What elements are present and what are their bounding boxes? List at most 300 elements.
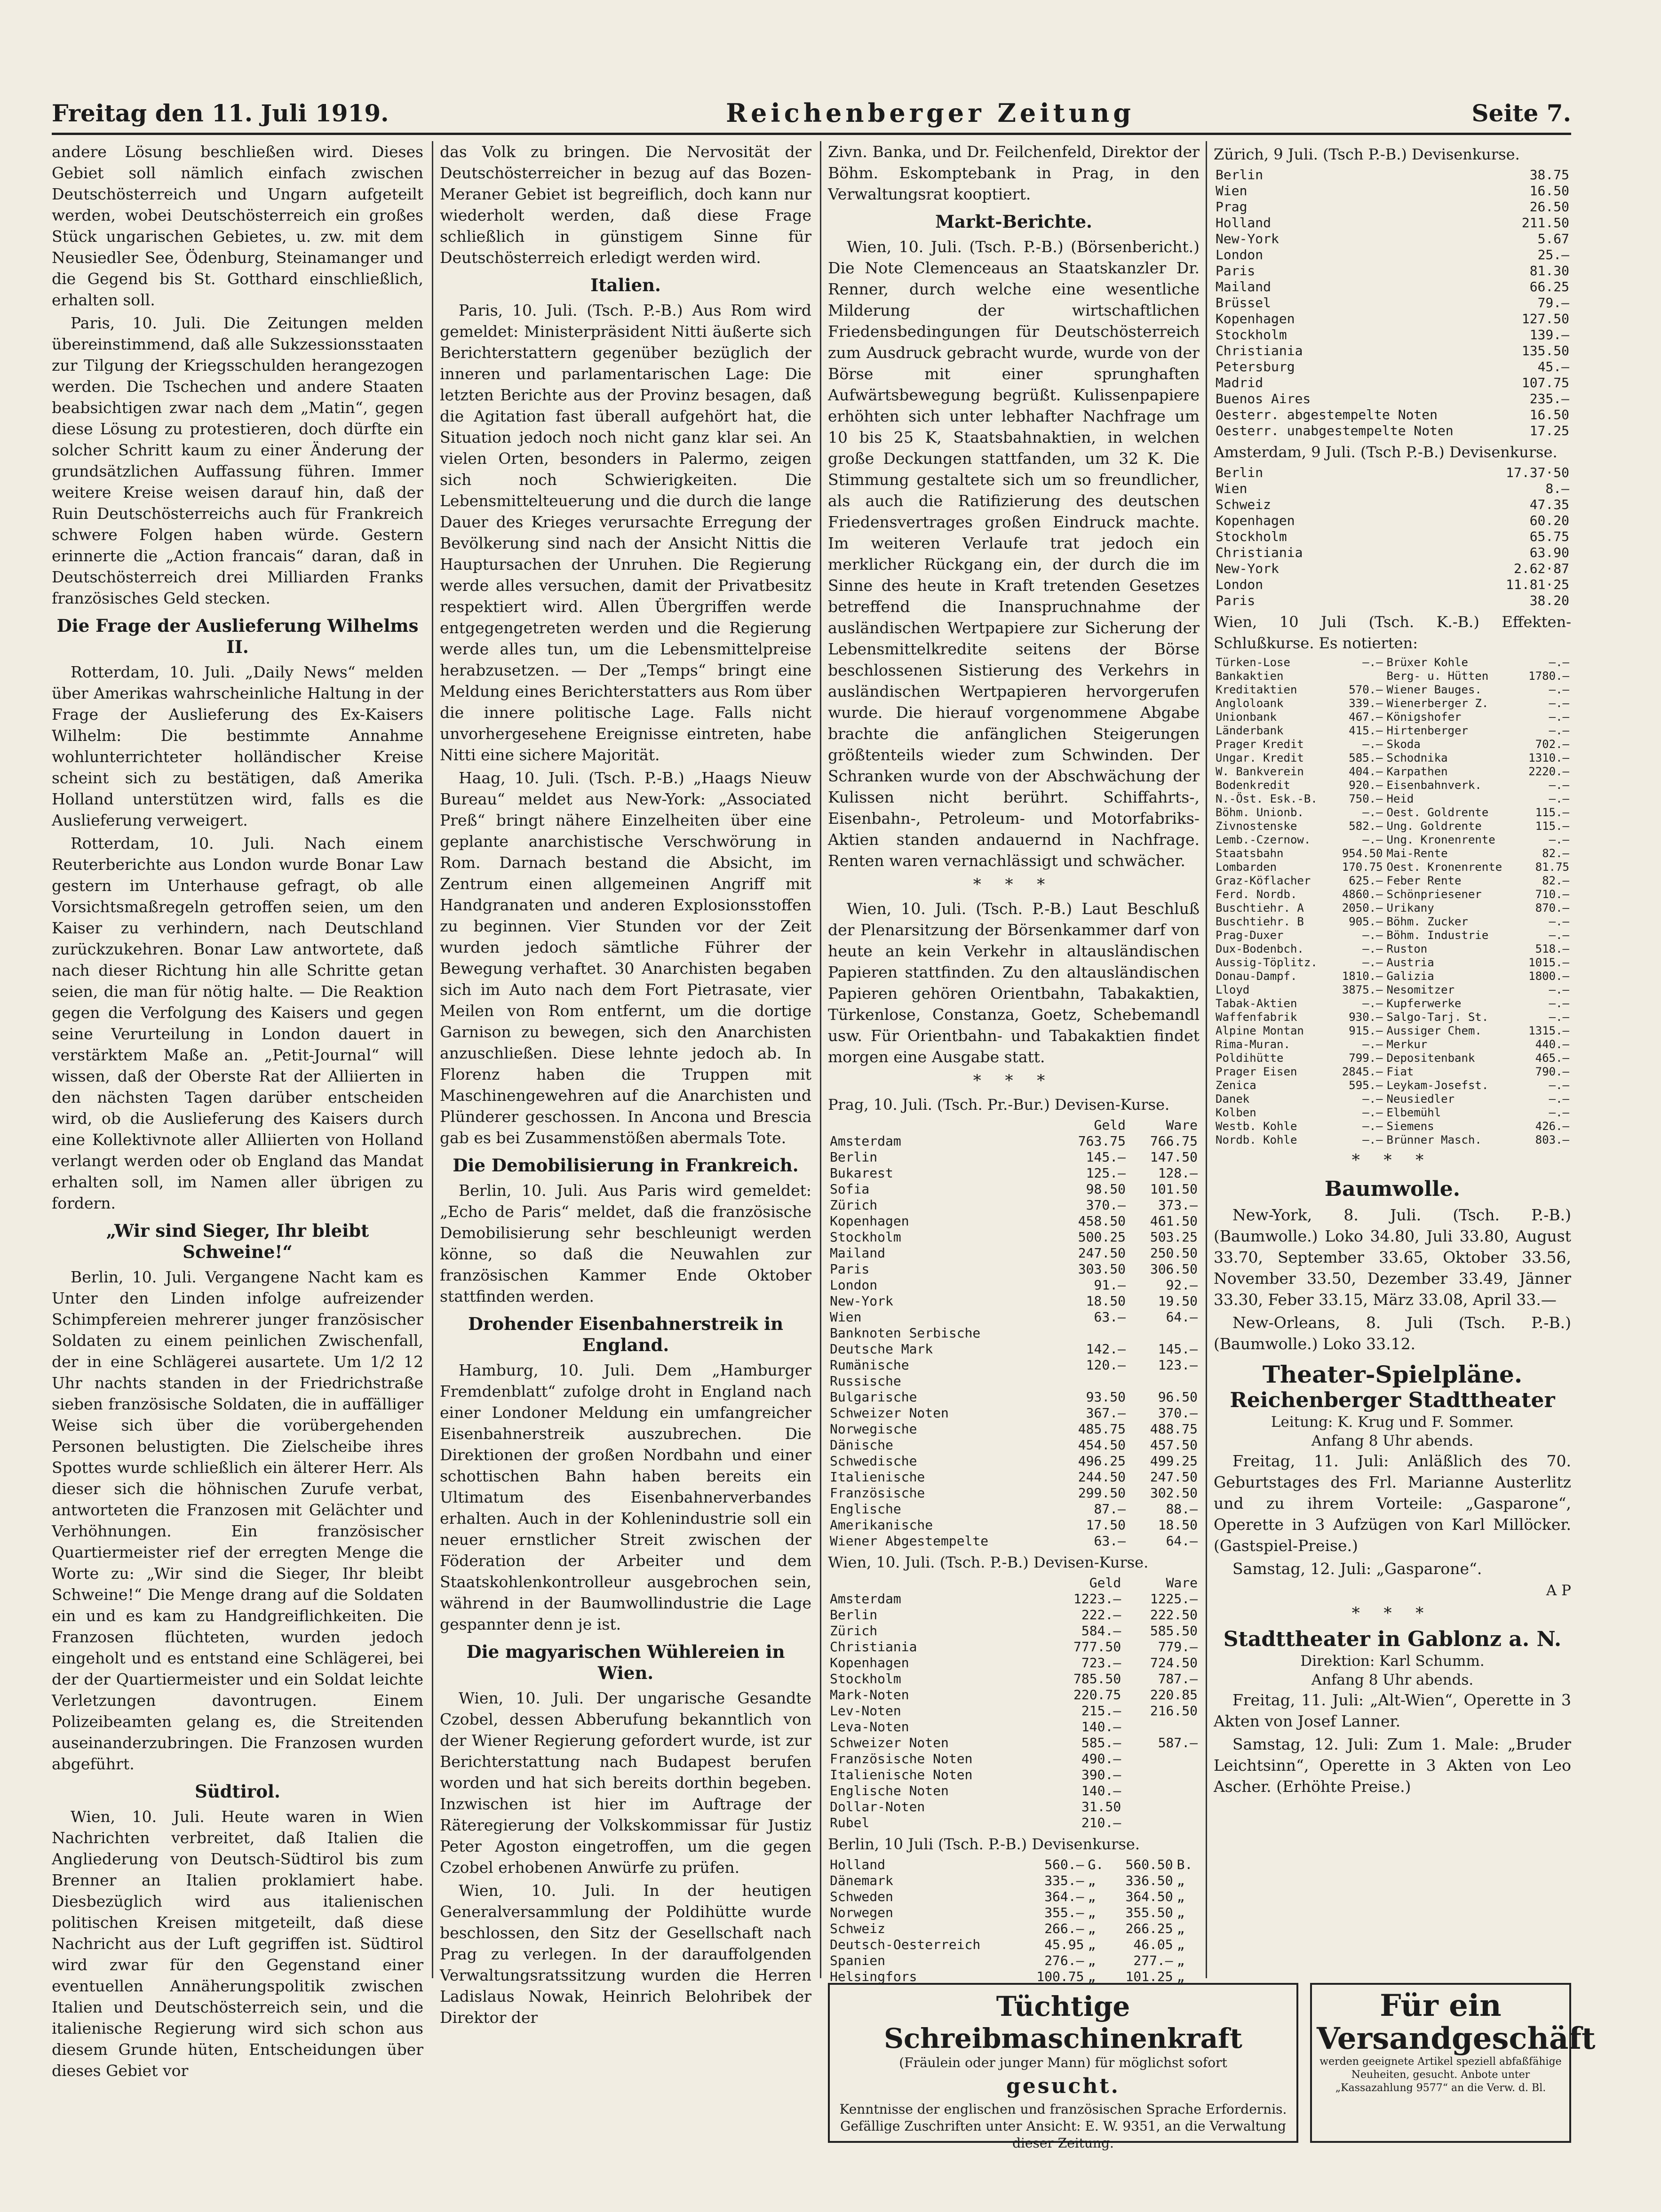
rates-heading: Zürich, 9 Juli. (Tsch P.-B.) Devisenkurse.	[1214, 145, 1520, 163]
table-cell: —.—	[1549, 656, 1569, 669]
table-cell: 1810.—	[1342, 970, 1383, 983]
table-cell: Spanien	[830, 1953, 886, 1968]
table-cell: Rima-Muran.	[1216, 1038, 1290, 1051]
column-4	[1214, 141, 1571, 1796]
table-row	[828, 1229, 1200, 1245]
table-row	[828, 1357, 1200, 1373]
table-cell: Berlin	[830, 1607, 878, 1623]
table-cell: 299.50	[1078, 1485, 1126, 1501]
table-cell: Lloyd	[1216, 983, 1250, 996]
table-cell: Sofia	[830, 1181, 870, 1197]
article-paragraph: Paris, 10. Juli. Die Zeitungen melden übereinstimmend, daß alle Sukzessionsstaaten zur Tilgung der Kriegsschulden herangezogen werden. Die Tschechen und andere Staaten beabsichtigen zwar nach dem „Matin“, gegen diese Lösung zu protestieren, doch dürfte ein solcher Schritt kaum zu einer Änderung der grundsätzlichen Auffassung führen. Immer weitere Kreise weisen darauf hin, daß der Ruin Deutschösterreichs auch für Frankreich schwere Folgen haben würde. Gestern erinnerte die „Action francais“ daran, daß in Deutschösterreich drei Milliarden Franks französisches Geld stecken.	[52, 314, 423, 607]
table-row	[828, 1815, 1200, 1831]
table-cell: Ung. Kronenrente	[1386, 833, 1495, 846]
table-row	[1214, 577, 1571, 593]
table-cell	[1123, 1815, 1200, 1831]
article-paragraph: Wien, 10. Juli. (Tsch. P.-B.) (Börsenbericht.) Die Note Clemenceaus an Staatskanzler Dr. Renner, durch welche eine wesentliche Milderung der wirtschaftlichen Friedensbedingungen für Deutschösterreich zum Ausdruck gebracht wurde, wurde von der Börse mit einer sprunghaften Aufwärtsbewegung begrüßt. Kulissenpapiere erhöhten sich unter lebhafter Nachfrage um 10 bis 25 K, Staatsbahnaktien, in welchen große Deckungen stattfanden, um 32 K. Die Stimmung gestaltete sich um so freundlicher, als auch die Ratifizierung des deutschen Friedensvertrages großen Eindruck machte. Im weiteren Verlaufe trat jedoch ein merklicher Rückgang ein, der durch die im Sinne des heute in Kraft tretenden Gesetzes betreffend die Inanspruchnahme der ausländischen Wertpapiere zur Sicherung der Lebensmittelkredite seitens der Börse beschlossenen Sistierung des Verkehrs in ausländischen Wertpapieren hervorgerufen wurde. Die hierauf vorgenommene Abgabe brachte die anfänglichen Steigerungen größtenteils wieder zum Schwinden. Der Schranken wurde von der Abschwächung der Kulissen nicht berührt. Schiffahrts-, Eisenbahn-, Petroleum- und Motorfabriks-Aktien standen andauernd in Nachfrage. Renten waren vernachlässigt und schwächer.	[828, 238, 1200, 870]
table-cell: 1800.—	[1528, 970, 1569, 983]
table-cell: —.—	[1362, 1092, 1383, 1106]
table-cell: 1223.—	[1073, 1591, 1121, 1607]
table-row	[828, 1921, 1200, 1937]
table-row	[828, 1149, 1200, 1165]
table-row	[1214, 481, 1571, 497]
table-cell: Brüxer Kohle	[1386, 656, 1468, 669]
table-cell: Böhm. Industrie	[1386, 929, 1489, 942]
effekten-table	[1214, 656, 1571, 1147]
berlin-rates-body	[828, 1857, 1200, 1985]
table-cell: „	[1176, 1889, 1185, 1904]
amsterdam-rates-table	[1214, 465, 1571, 609]
table-cell: Ruston	[1386, 942, 1428, 955]
table-cell: Oest. Goldrente	[1386, 806, 1489, 819]
table-cell: Russische	[830, 1373, 901, 1389]
table-cell: 582.—	[1349, 820, 1383, 833]
table-cell: Madrid	[1216, 375, 1264, 390]
table-cell: Kopenhagen	[830, 1213, 909, 1229]
table-cell: 38.75	[1529, 167, 1569, 183]
table-cell: 145.—	[1158, 1341, 1198, 1357]
ad-requirements: Kenntnisse der englischen und französischen Sprache Erfordernis.	[839, 2101, 1287, 2117]
table-cell: 140.—	[1081, 1719, 1121, 1735]
table-cell: Kreditaktien	[1216, 683, 1297, 696]
table-cell: 503.25	[1150, 1229, 1198, 1245]
table-cell: Amsterdam	[830, 1591, 901, 1607]
article-paragraph: Berlin, 10. Juli. Vergangene Nacht kam es Unter den Linden infolge aufreizender Schimpfereien mehrerer junger französischer Soldaten zu einem peinlichen Zwischenfall, der in eine Schlägerei ausartete. Um 1/2 12 Uhr nachts standen in der Friedrichstraße sieben französische Soldaten, die in auffälliger Weise sich über die vorübergehenden Personen belustigten. Die Zielscheibe ihres Spottes wurde schließlich ein älterer Herr. Als dieser sich die höhnischen Zurufe verbat, antworteten die Franzosen mit Gelächter und Verhöhnungen. Ein französischer Quartiermeister rief der erregten Menge die Worte zu: „Wir sind die Sieger, Ihr bleibt Schweine!“ Die Menge drang auf die Soldaten ein und es kam zu Handgreiflichkeiten. Die Franzosen flüchteten, wurden jedoch eingeholt und es entstand eine Schlägerei, bei der der Quartiermeister und ein Soldat leichte Verletzungen davontrugen. Einem Polizeibeamten gelang es, die Streitenden auseinanderzubringen. Die Franzosen wurden abgeführt.	[52, 1268, 423, 1773]
table-row	[1214, 1092, 1571, 1106]
table-cell: —.—	[1549, 792, 1569, 805]
table-cell: 93.50	[1086, 1389, 1126, 1405]
table-row	[1214, 1024, 1571, 1038]
table-cell: Lev-Noten	[830, 1703, 901, 1719]
table-cell: 799.—	[1349, 1051, 1383, 1065]
table-cell: 1310.—	[1528, 751, 1569, 764]
table-cell: Prager Kredit	[1216, 738, 1304, 751]
table-cell: 440.—	[1535, 1038, 1569, 1051]
table-cell: 585.—	[1081, 1735, 1121, 1751]
table-cell: Kopenhagen	[1216, 513, 1295, 528]
table-cell: 303.50	[1078, 1261, 1126, 1277]
table-cell: 485.75	[1078, 1421, 1126, 1437]
table-cell: —.—	[1549, 1011, 1569, 1024]
effekten-body	[1214, 656, 1571, 1147]
header-rule	[52, 133, 1571, 135]
table-cell: „	[1088, 1937, 1096, 1952]
table-cell	[1128, 1373, 1200, 1389]
table-cell: 250.50	[1150, 1245, 1198, 1261]
table-cell: New-York	[830, 1293, 893, 1309]
table-cell: Berlin	[1216, 465, 1264, 480]
column-header: Geld	[1094, 1117, 1126, 1133]
table-cell: —.—	[1549, 997, 1569, 1010]
table-cell: 367.—	[1086, 1405, 1126, 1421]
header-date: Freitag den 11. Juli 1919.	[52, 99, 389, 127]
table-row	[1214, 669, 1571, 683]
cotton-heading: Baumwolle.	[1324, 1177, 1461, 1201]
table-cell: Lombarden	[1216, 860, 1277, 874]
table-row	[1214, 593, 1571, 609]
wien-rates-table	[828, 1575, 1200, 1831]
table-cell: 247.50	[1150, 1469, 1198, 1485]
table-cell: 587.—	[1158, 1735, 1198, 1751]
table-row	[828, 1937, 1200, 1953]
table-cell: 790.—	[1535, 1065, 1569, 1078]
table-cell: 38.20	[1529, 593, 1569, 608]
table-row	[828, 1671, 1200, 1687]
table-cell: New-York	[1216, 231, 1279, 247]
table-row	[828, 1767, 1200, 1783]
table-cell: Italienische Noten	[830, 1767, 973, 1782]
table-cell: 787.—	[1158, 1671, 1198, 1687]
table-row	[828, 1421, 1200, 1437]
table-cell: Tabak-Aktien	[1216, 997, 1297, 1010]
table-cell: Elbemühl	[1386, 1106, 1441, 1119]
column-2	[440, 141, 811, 2027]
table-cell: 60.20	[1529, 513, 1569, 528]
table-cell: 235.—	[1529, 391, 1569, 406]
table-cell: —.—	[1362, 929, 1383, 942]
table-row	[1214, 407, 1571, 423]
table-cell: 266.—	[1044, 1921, 1084, 1936]
table-cell: —.—	[1362, 1038, 1383, 1051]
table-cell: Petersburg	[1216, 359, 1295, 374]
table-cell: 47.35	[1529, 497, 1569, 512]
table-cell: 490.—	[1081, 1751, 1121, 1766]
table-cell: Christiania	[830, 1639, 917, 1655]
table-row	[1214, 874, 1571, 888]
table-cell: 216.50	[1150, 1703, 1198, 1719]
table-cell: W. Bankverein	[1216, 765, 1304, 778]
table-cell: Kopenhagen	[830, 1655, 909, 1671]
table-cell: 710.—	[1535, 888, 1569, 901]
table-cell: 8.—	[1545, 481, 1569, 496]
table-row	[1214, 847, 1571, 860]
prag-rates-body	[828, 1133, 1200, 1549]
table-row	[1214, 1106, 1571, 1120]
table-cell: Mark-Noten	[830, 1687, 909, 1703]
table-cell: Hirtenberger	[1386, 724, 1468, 737]
table-cell: 142.—	[1086, 1341, 1126, 1357]
table-cell: 101.50	[1150, 1181, 1198, 1197]
rates-heading: Prag, 10. Juli. (Tsch. Pr.-Bur.) Devisen-Kurse.	[828, 1096, 1170, 1114]
table-cell: Prag-Duxer	[1216, 929, 1284, 942]
table-cell: Wiener Abgestempelte	[830, 1533, 989, 1549]
table-row	[1214, 199, 1571, 215]
table-cell: 96.50	[1158, 1389, 1198, 1405]
table-cell: 930.—	[1349, 1011, 1383, 1024]
wien-rates-header	[828, 1575, 1200, 1591]
table-row	[828, 1469, 1200, 1485]
separator-stars: * * *	[1351, 1151, 1433, 1170]
table-cell: —.—	[1362, 833, 1383, 846]
table-cell: 426.—	[1535, 1120, 1569, 1133]
table-cell	[1123, 1783, 1200, 1799]
table-cell: Depositenbank	[1386, 1051, 1475, 1065]
table-cell: Zürich	[830, 1197, 878, 1213]
table-cell: Schweiz	[1216, 497, 1272, 512]
table-cell: 82.—	[1542, 847, 1569, 860]
theater-name: Stadttheater in Gablonz a. N.	[1223, 1627, 1562, 1651]
table-row	[828, 1607, 1200, 1623]
table-cell: —.—	[1549, 683, 1569, 696]
theater-listing: Freitag, 11. Juli: Anläßlich des 70. Geburtstages des Frl. Marianne Austerlitz und zu ihrem Vorteile: „Gasparone“, Operette in 3 Aufzügen von Karl Millöcker. (Gastspiel-Preise.)	[1214, 1452, 1571, 1555]
table-cell: Angloloank	[1216, 697, 1284, 710]
table-cell: 373.—	[1158, 1197, 1198, 1213]
ad-headline: Für ein Versandgeschäft	[1317, 1988, 1596, 2056]
table-cell: Eisenbahnverk.	[1386, 779, 1482, 792]
table-cell: 2.62·87	[1513, 561, 1569, 576]
table-cell: —.—	[1362, 997, 1383, 1010]
table-cell	[1334, 669, 1385, 683]
table-cell: 364.50	[1125, 1889, 1173, 1904]
table-row	[1214, 375, 1571, 391]
table-cell: 779.—	[1158, 1639, 1198, 1655]
table-cell: Buschtiehr. B	[1216, 915, 1304, 928]
table-row	[1214, 513, 1571, 529]
table-row	[1214, 167, 1571, 183]
article-paragraph: Wien, 10. Juli. In der heutigen Generalversammlung der Poldihütte wurde beschlossen, den Sitz der Gesellschaft nach Prag zu verlegen. In der darauffolgenden Verwaltungsratssitzung wurden die Herren Ladislaus Nowak, Heinrich Belohribek der Direktor der	[440, 1881, 811, 2027]
table-row	[1214, 997, 1571, 1011]
table-row	[828, 1405, 1200, 1421]
table-row	[1214, 1065, 1571, 1079]
table-cell: 390.—	[1081, 1767, 1121, 1782]
table-row	[1214, 1038, 1571, 1051]
table-cell: Paris	[1216, 593, 1256, 608]
table-row	[828, 1517, 1200, 1533]
table-cell: Prager Eisen	[1216, 1065, 1297, 1078]
prag-rates-table	[828, 1117, 1200, 1549]
table-cell: London	[1216, 577, 1264, 592]
table-cell: Kopenhagen	[1216, 311, 1295, 326]
table-cell: „	[1088, 1969, 1096, 1984]
column-divider	[432, 141, 433, 1978]
article-paragraph: das Volk zu bringen. Die Nervosität der Deutschösterreicher in bezug auf das Bozen-Meraner Gebiet ist begreiflich, doch kann nur wiederholt werden, daß diese Frage schließlich in günstigem Sinne für Deutschösterreich erledigt werden wird.	[440, 143, 811, 267]
table-row	[1214, 295, 1571, 311]
table-cell: 920.—	[1349, 779, 1383, 792]
table-cell: Dänemark	[830, 1873, 893, 1888]
table-cell: Deutsche Mark	[830, 1341, 933, 1357]
table-cell: Stockholm	[1216, 529, 1287, 544]
table-row	[1214, 1133, 1571, 1147]
amsterdam-rates-body	[1214, 465, 1571, 609]
table-cell: 19.50	[1158, 1293, 1198, 1309]
table-row	[828, 1437, 1200, 1453]
table-cell: —.—	[1549, 1092, 1569, 1106]
table-cell: Unionbank	[1216, 710, 1277, 724]
table-cell: „	[1088, 1905, 1096, 1920]
theater-start-time: Anfang 8 Uhr abends.	[1311, 1671, 1474, 1688]
table-row	[828, 1165, 1200, 1181]
table-cell: 560.50	[1125, 1857, 1173, 1872]
table-cell: 170.75	[1342, 860, 1383, 874]
column-3	[828, 141, 1200, 1984]
table-cell: 2845.—	[1342, 1065, 1383, 1078]
table-cell: —.—	[1362, 656, 1383, 669]
article-paragraph: New-Orleans, 8. Juli (Tsch. P.-B.) (Baumwolle.) Loko 33.12.	[1214, 1313, 1571, 1353]
table-cell: Norwegische	[830, 1421, 917, 1437]
table-header-row	[828, 1117, 1200, 1133]
table-cell	[1056, 1325, 1128, 1341]
table-cell: „	[1176, 1921, 1185, 1936]
theater-management: Direktion: Karl Schumm.	[1300, 1653, 1485, 1670]
table-cell: Christiania	[1216, 343, 1303, 358]
table-cell: B.	[1176, 1857, 1193, 1872]
table-cell: 107.75	[1521, 375, 1569, 390]
table-row	[1214, 311, 1571, 327]
table-cell: 115.—	[1535, 820, 1569, 833]
table-cell: 210.—	[1081, 1815, 1121, 1830]
table-cell: „	[1088, 1953, 1096, 1968]
table-cell: 1225.—	[1150, 1591, 1198, 1607]
table-cell: 4860.—	[1342, 888, 1383, 901]
table-cell: Paris	[1216, 263, 1256, 278]
table-cell: —.—	[1362, 1106, 1383, 1119]
table-row	[828, 1181, 1200, 1197]
table-cell: 88.—	[1166, 1501, 1198, 1517]
rates-heading: Amsterdam, 9 Juli. (Tsch P.-B.) Devisenkurse.	[1214, 443, 1558, 461]
table-cell: 101.25	[1125, 1969, 1173, 1984]
table-row	[1214, 497, 1571, 513]
table-cell: 803.—	[1535, 1133, 1569, 1146]
table-cell: Ungar. Kredit	[1216, 751, 1304, 764]
table-cell: Prag	[1216, 199, 1248, 215]
table-cell: Graz-Köflacher	[1216, 874, 1311, 887]
table-cell: 266.25	[1125, 1921, 1173, 1936]
table-row	[1214, 215, 1571, 231]
table-row	[828, 1905, 1200, 1921]
table-row	[1214, 942, 1571, 956]
table-row	[1214, 751, 1571, 765]
table-cell: 458.50	[1078, 1213, 1126, 1229]
table-cell: 276.—	[1044, 1953, 1084, 1968]
table-cell: Danek	[1216, 1092, 1250, 1106]
table-cell: Türken-Lose	[1216, 656, 1290, 669]
table-cell: 339.—	[1349, 697, 1383, 710]
column-1	[52, 141, 423, 2080]
table-row	[828, 1325, 1200, 1341]
separator-stars: * * *	[973, 1071, 1055, 1090]
table-cell: Mailand	[830, 1245, 886, 1261]
theater-listing: Freitag, 11. Juli: „Alt-Wien“, Operette in 3 Akten von Josef Lanner.	[1214, 1691, 1571, 1730]
table-row	[1214, 465, 1571, 481]
theater-listing: Samstag, 12. Juli: „Gasparone“.	[1232, 1560, 1482, 1578]
ad-headline: Tüchtige Schreibmaschinenkraft	[884, 1990, 1242, 2054]
article-paragraph: Zivn. Banka, und Dr. Feilchenfeld, Direktor der Böhm. Eskomptebank in Prag, in den Verwaltungsrat kooptiert.	[828, 143, 1200, 203]
table-row	[1214, 343, 1571, 359]
article-paragraph: Wien, 10. Juli. (Tsch. P.-B.) Laut Beschluß der Plenarsitzung der Börsenkammer darf von heute an kein Verkehr in altausländischen Papieren stattfinden. Zu den altausländischen Papieren gehören Orientbahn, Tabakaktien, Türkenlose, Constanza, Goetz, Schebemandl usw. Für Orientbahn- und Tabakaktien findet morgen eine Ausgabe statt.	[828, 899, 1200, 1066]
table-cell: Galizia	[1386, 970, 1434, 983]
table-cell: 100.75	[1036, 1969, 1084, 1984]
table-cell: 277.—	[1133, 1953, 1173, 1968]
table-cell: Nesomitzer	[1386, 983, 1455, 996]
table-cell: 5.67	[1537, 231, 1569, 247]
column-divider	[820, 141, 821, 1978]
table-cell: 16.50	[1529, 407, 1569, 422]
table-cell: 120.—	[1086, 1357, 1126, 1373]
table-cell: Neusiedler	[1386, 1092, 1455, 1106]
table-cell: 17.37·50	[1506, 465, 1569, 480]
table-cell: Holland	[1216, 215, 1272, 231]
table-cell: Salgo-Tarj. St.	[1386, 1011, 1489, 1024]
table-cell: Waffenfabrik	[1216, 1011, 1297, 1024]
separator-stars: * * *	[1351, 1604, 1433, 1623]
table-cell: Nordb. Kohle	[1216, 1133, 1297, 1146]
table-cell: 211.50	[1521, 215, 1569, 231]
table-cell: Buenos Aires	[1216, 391, 1311, 406]
table-cell: Staatsbahn	[1216, 847, 1284, 860]
table-cell: Schodnika	[1386, 751, 1448, 764]
table-cell: Französische	[830, 1485, 925, 1501]
table-cell: Wienerberger Z.	[1386, 697, 1489, 710]
theater-name: Reichenberger Stadttheater	[1230, 1388, 1555, 1412]
table-cell: Austria	[1386, 956, 1434, 969]
table-row	[828, 1197, 1200, 1213]
table-cell: 584.—	[1081, 1623, 1121, 1639]
table-cell: Böhm. Zucker	[1386, 915, 1468, 928]
zurich-rates-table	[1214, 167, 1571, 439]
article-heading: Die Frage der Auslieferung Wilhelms II.	[56, 615, 419, 657]
table-row	[1214, 279, 1571, 295]
table-cell: Feber Rente	[1386, 874, 1462, 887]
table-cell: 915.—	[1349, 1024, 1383, 1037]
table-cell: Rubel	[830, 1815, 870, 1830]
table-cell: 98.50	[1086, 1181, 1126, 1197]
table-row	[828, 1309, 1200, 1325]
article-heading: Die Demobilisierung in Frankreich.	[453, 1155, 799, 1176]
table-cell: Oest. Kronenrente	[1386, 860, 1502, 874]
table-cell: Rumänische	[830, 1357, 909, 1373]
table-cell: 128.—	[1158, 1165, 1198, 1181]
table-cell: 870.—	[1535, 901, 1569, 915]
table-cell: „	[1176, 1873, 1185, 1888]
table-cell: 17.50	[1086, 1517, 1126, 1533]
table-cell: 457.50	[1150, 1437, 1198, 1453]
table-cell: 26.50	[1529, 199, 1569, 215]
theater-management: Leitung: K. Krug und F. Sommer.	[1271, 1414, 1514, 1431]
table-cell: 64.—	[1166, 1533, 1198, 1549]
table-row	[828, 1751, 1200, 1767]
column-header: Ware	[1166, 1117, 1198, 1133]
table-cell: 25.—	[1537, 247, 1569, 263]
table-cell: Christiania	[1216, 545, 1303, 560]
table-row	[828, 1703, 1200, 1719]
table-cell	[1123, 1751, 1200, 1767]
table-cell: 518.—	[1535, 942, 1569, 955]
table-row	[1214, 970, 1571, 983]
article-paragraph: Paris, 10. Juli. (Tsch. P.-B.) Aus Rom wird gemeldet: Ministerpräsident Nitti äußerte sich Berichterstattern gegenüber bezüglich der inneren und parlamentarischen Lage: Die letzten Berichte aus der Provinz besagen, daß die Agitation fast überall aufgehört hat, die Situation jedoch noch nicht ganz klar sei. An vielen Orten, besonders in Palermo, zeigen sich noch Schwierigkeiten. Die Lebensmittelteuerung und die durch die lange Dauer des Krieges verursachte Erregung der Bevölkerung sind nach der Ansicht Nittis die Hauptursachen der Unruhen. Die Regierung werde alles versuchen, damit der Privatbesitz respektiert wird. Allen Übergriffen werde entgegengetreten werden und die Regierung werde alles tun, um die Lebensmittelpreise herabzusetzen. — Der „Temps“ bringt eine Meldung eines Berichterstatters aus Rom über die innere politische Lage. Falls nicht unvorhergesehene Ereignisse eintreten, habe Nitti eine sichere Majorität.	[440, 301, 811, 764]
article-paragraph: Rotterdam, 10. Juli. „Daily News“ melden über Amerikas wahrscheinliche Haltung in der Frage der Auslieferung des Ex-Kaisers Wilhelm: Die bestimmte Annahme wohlunterrichteter holländischer Kreise scheint sich zu bestätigen, daß Amerika Holland unterstützen wird, falls es die Auslieferung verweigert.	[52, 663, 423, 829]
table-cell: Karpathen	[1386, 765, 1448, 778]
table-cell: Donau-Dampf.	[1216, 970, 1297, 983]
table-row	[828, 1889, 1200, 1905]
table-cell: 625.—	[1349, 874, 1383, 887]
table-row	[1214, 561, 1571, 577]
table-cell	[1056, 1373, 1128, 1389]
table-cell: Siemens	[1386, 1120, 1434, 1133]
table-cell: Italienische	[830, 1469, 925, 1485]
table-cell: Aussiger Chem.	[1386, 1024, 1482, 1037]
table-cell: 355.—	[1044, 1905, 1084, 1920]
table-cell: 145.—	[1086, 1149, 1126, 1165]
table-cell: Zenica	[1216, 1079, 1256, 1092]
table-row	[828, 1655, 1200, 1671]
table-row	[1214, 656, 1571, 669]
table-cell: 79.—	[1537, 295, 1569, 310]
table-row	[1214, 683, 1571, 697]
table-cell: 570.—	[1349, 683, 1383, 696]
table-cell: Französische Noten	[830, 1751, 973, 1766]
table-cell: 127.50	[1521, 311, 1569, 326]
mailorder-advertisement	[1310, 1983, 1596, 2143]
